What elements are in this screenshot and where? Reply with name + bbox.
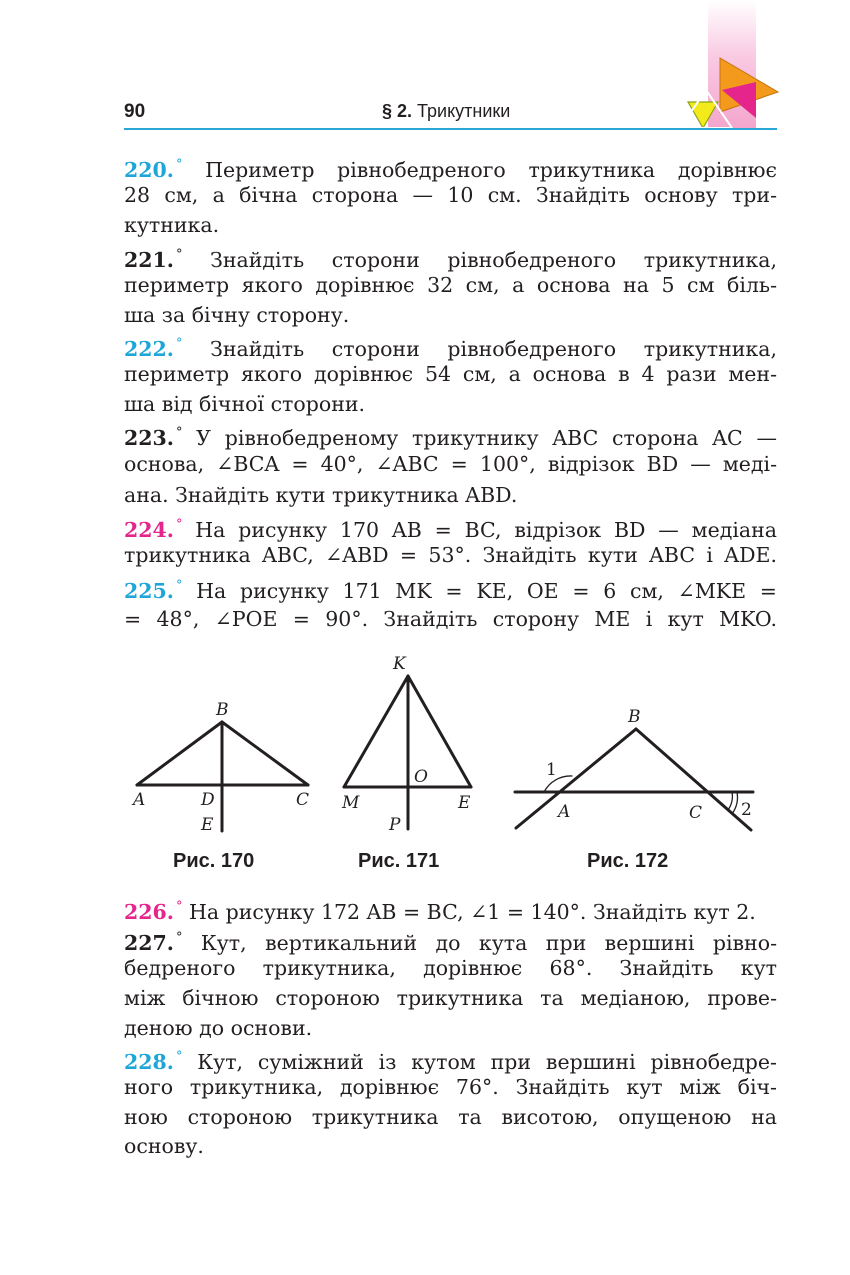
segment-MK: [344, 676, 408, 787]
problem-text-line: Знайдіть сторони рівнобедреного трикутника,: [182, 337, 777, 361]
problem-number: 226.: [124, 900, 174, 924]
problem-number: 227.: [124, 931, 174, 955]
angle-2-arc: [732, 792, 737, 814]
point-label-D: D: [201, 790, 215, 810]
problem-text-line: На рисунку 171 MK = KE, OE = 6 см, ∠MKE =: [182, 579, 777, 603]
problem-text-line: кутника.: [124, 213, 220, 237]
problem-text-line: ного трикутника, дорівнює 76°. Знайдіть кут між біч-: [124, 1075, 777, 1099]
point-label-E: E: [201, 815, 214, 835]
degree-mark: °: [175, 930, 183, 945]
problem-text-line: На рисунку 170 AB = BC, відрізок BD — медіана: [182, 518, 777, 542]
degree-mark: °: [175, 899, 183, 914]
section-mark: § 2.: [382, 101, 413, 121]
figure-171: [344, 676, 471, 829]
problem-text-line: периметр якого дорівнює 54 см, а основа в 4 рази мен-: [124, 362, 777, 386]
angle-label-1: 1: [546, 760, 557, 780]
degree-mark: °: [175, 247, 183, 262]
problem-text-line: трикутника ABC, ∠ABD = 53°. Знайдіть кути ABC і ADE.: [124, 543, 777, 567]
problem-text-line: бедреного трикутника, дорівнює 68°. Знайдіть кут: [124, 956, 777, 980]
figure-170: [137, 722, 308, 831]
segment-BC: [222, 722, 308, 785]
section-title: Трикутники: [412, 101, 511, 121]
problem-text-line: основа, ∠BCA = 40°, ∠ABC = 100°, відрізок BD — меді-: [124, 452, 777, 476]
point-label-P: P: [389, 815, 401, 835]
problem-text-line: периметр якого дорівнює 32 см, а основа на 5 см біль-: [124, 273, 777, 297]
orange-triangle-icon: [720, 58, 778, 112]
problem-text-line: ною стороною трикутника та висотою, опущеною на: [124, 1105, 777, 1129]
white-triangle-icon: [680, 90, 732, 128]
figure-caption-171: Рис. 171: [358, 850, 440, 872]
degree-mark: °: [175, 578, 183, 593]
point-label-A: A: [558, 802, 571, 822]
problem-text-line: Периметр рівнобедреного трикутника дорівнює: [182, 158, 777, 182]
problem-text-line: між бічною стороною трикутника та медіаною, прове-: [124, 986, 777, 1010]
point-label-C: C: [689, 803, 703, 823]
problem-text-line: = 48°, ∠POE = 90°. Знайдіть сторону ME і кут MKO.: [124, 607, 777, 631]
degree-mark: °: [175, 336, 183, 351]
problem-number: 225.: [124, 579, 174, 603]
point-label-E: E: [458, 793, 471, 813]
problem-text-line: деною до основи.: [124, 1016, 313, 1040]
problem-text-line: ша від бічної сторони.: [124, 392, 366, 416]
degree-mark: °: [175, 425, 183, 440]
problem-text-line: 28 см, а бічна сторона — 10 см. Знайдіть основу три-: [124, 183, 777, 207]
problem-text-line: основу.: [124, 1134, 204, 1158]
problem-text-line: На рисунку 172 AB = BC, ∠1 = 140°. Знайдіть кут 2.: [182, 900, 756, 924]
point-label-A: A: [133, 790, 146, 810]
yellow-triangle-icon: [688, 102, 718, 128]
segment-KE: [408, 676, 471, 787]
problem-number: 223.: [124, 426, 174, 450]
point-label-B: B: [628, 707, 641, 727]
figure-172: [515, 729, 753, 830]
running-head: [382, 101, 510, 122]
segment-AB: [516, 729, 636, 828]
problem-number: 221.: [124, 248, 174, 272]
problem-text-line: ана. Знайдіть кути трикутника ABD.: [124, 483, 518, 507]
problem-number: 220.: [124, 158, 174, 182]
pink-tab: [708, 0, 756, 128]
angle-label-2: 2: [741, 800, 752, 820]
problem-text-line: Кут, вертикальний до кута при вершині рівно-: [182, 931, 777, 955]
point-label-B: B: [216, 700, 229, 720]
segment-BC: [636, 729, 751, 830]
problem-number: 224.: [124, 518, 174, 542]
figure-caption-170: Рис. 170: [173, 850, 255, 872]
point-label-O: O: [414, 767, 428, 787]
problem-text-line: Знайдіть сторони рівнобедреного трикутника,: [182, 248, 777, 272]
segment-AB: [137, 722, 222, 785]
degree-mark: °: [175, 1049, 183, 1064]
problem-number: 228.: [124, 1050, 174, 1074]
problem-text-line: ша за бічну сторону.: [124, 303, 350, 327]
degree-mark: °: [175, 517, 183, 532]
angle-1-arc: [544, 776, 572, 792]
page-number: 90: [124, 101, 146, 122]
problem-text-line: У рівнобедреному трикутнику ABC сторона AC —: [182, 426, 777, 450]
figure-caption-172: Рис. 172: [587, 850, 669, 872]
point-label-K: K: [393, 654, 406, 674]
magenta-triangle-icon: [722, 82, 756, 118]
header-rule: [124, 128, 777, 130]
problem-text-line: Кут, суміжний із кутом при вершині рівнобедре-: [182, 1050, 777, 1074]
degree-mark: °: [175, 157, 183, 172]
angle-2-arc: [728, 792, 732, 810]
point-label-C: C: [296, 790, 310, 810]
point-label-M: M: [342, 793, 360, 813]
problem-number: 222.: [124, 337, 174, 361]
